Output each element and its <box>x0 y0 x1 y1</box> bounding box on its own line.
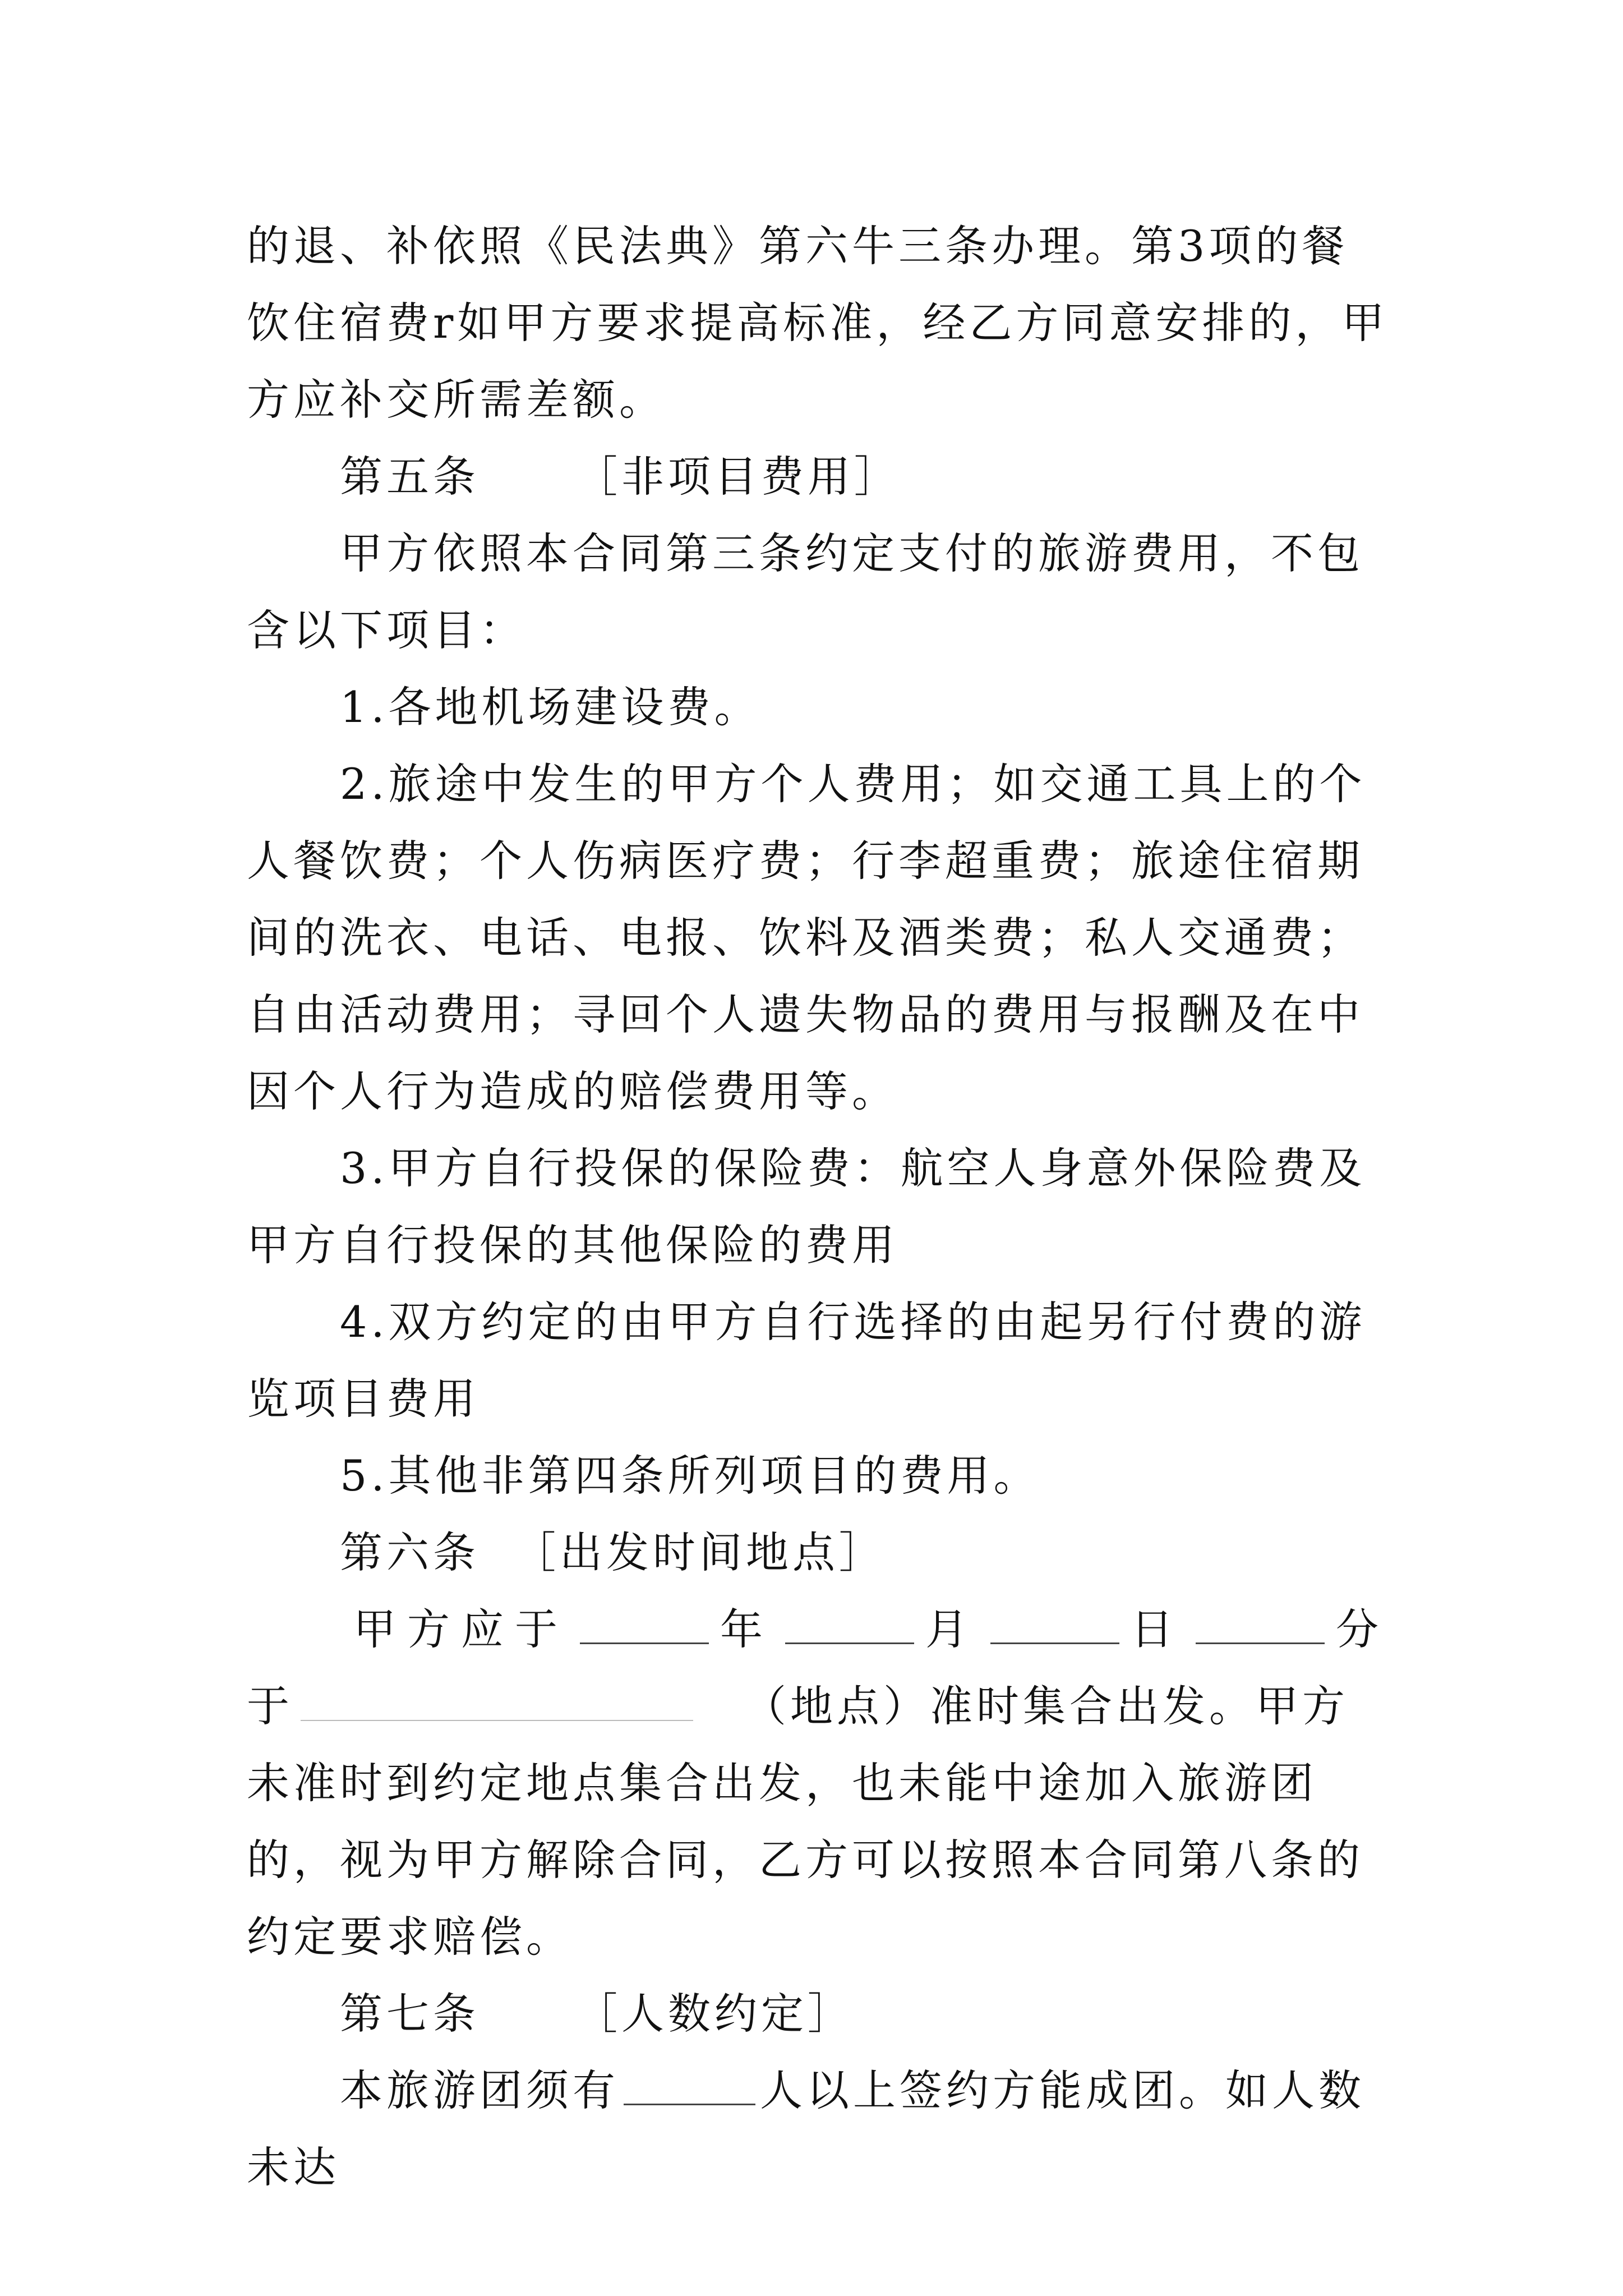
day-label: 日 <box>1131 1604 1184 1654</box>
article-number: 第五条 <box>340 452 479 501</box>
article-5-item-5: 5.其他非第四条所列项目的费用。 <box>340 1451 1040 1501</box>
article-5-item-3: 3.甲方自行投保的保险费：航空人身意外保险费及甲方自行投保的其他保险的费用 <box>247 1143 1366 1270</box>
month-blank[interactable] <box>785 1603 914 1644</box>
article-5-heading <box>247 438 1391 515</box>
article-7-heading <box>247 1975 1391 2052</box>
document-body <box>247 208 1391 2206</box>
year-label: 年 <box>720 1604 774 1654</box>
article-number: 第六条 <box>340 1527 479 1577</box>
article-5-item-4: 4.双方约定的由甲方自行选择的由起另行付费的游览项目费用 <box>247 1297 1366 1424</box>
month-label: 月 <box>925 1604 979 1654</box>
article-title: ［非项目费用］ <box>575 452 901 501</box>
rest-text: 人以上签约方能成团。如人数未达 <box>247 2065 1365 2192</box>
rest-text: （地点）准时集合出发。甲方未准时到约定地点集合出发，也未能中途加入旅游团的，视为甲方解除合同，乙方可以按照本合同第八条的约定要求赔偿。 <box>247 1681 1364 1962</box>
article-7-body <box>247 2052 1391 2206</box>
article-6-body <box>247 1591 1391 1975</box>
article-number: 第七条 <box>340 1989 479 2039</box>
article-6-heading <box>247 1514 1391 1591</box>
article-5-item-1: 1.各地机场建设费。 <box>340 682 761 732</box>
lead-text: 本旅游团须有 <box>340 2065 619 2115</box>
article-title: ［人数约定］ <box>575 1989 854 2039</box>
headcount-blank[interactable] <box>624 2064 755 2105</box>
paragraph-continued: 的退、补依照《民法典》第六牛三条办理。第3项的餐饮住宿费r如甲方要求提高标准，经乙方同意安排的，甲方应补交所需差额。 <box>247 221 1389 425</box>
location-blank[interactable] <box>301 1681 693 1721</box>
day-blank[interactable] <box>990 1603 1119 1644</box>
article-5-item-2: 2.旅途中发生的甲方个人费用；如交通工具上的个人餐饮费；个人伤病医疗费；行李超重费；旅途住宿期间的洗衣、电话、电报、饮料及酒类费；私人交通费；自由活动费用；寻回个人遗失物品的费用与报酬及在中因个人行为造成的赔偿费用等。 <box>247 759 1366 1116</box>
article-5-intro: 甲方依照本合同第三条约定支付的旅游费用，不包含以下项目： <box>247 528 1364 655</box>
lead-text: 甲方应于 <box>353 1604 569 1654</box>
minute-label: 分于 <box>247 1604 1390 1731</box>
year-blank[interactable] <box>580 1603 709 1644</box>
minute-blank[interactable] <box>1196 1603 1325 1644</box>
article-title: ［出发时间地点］ <box>513 1527 886 1577</box>
